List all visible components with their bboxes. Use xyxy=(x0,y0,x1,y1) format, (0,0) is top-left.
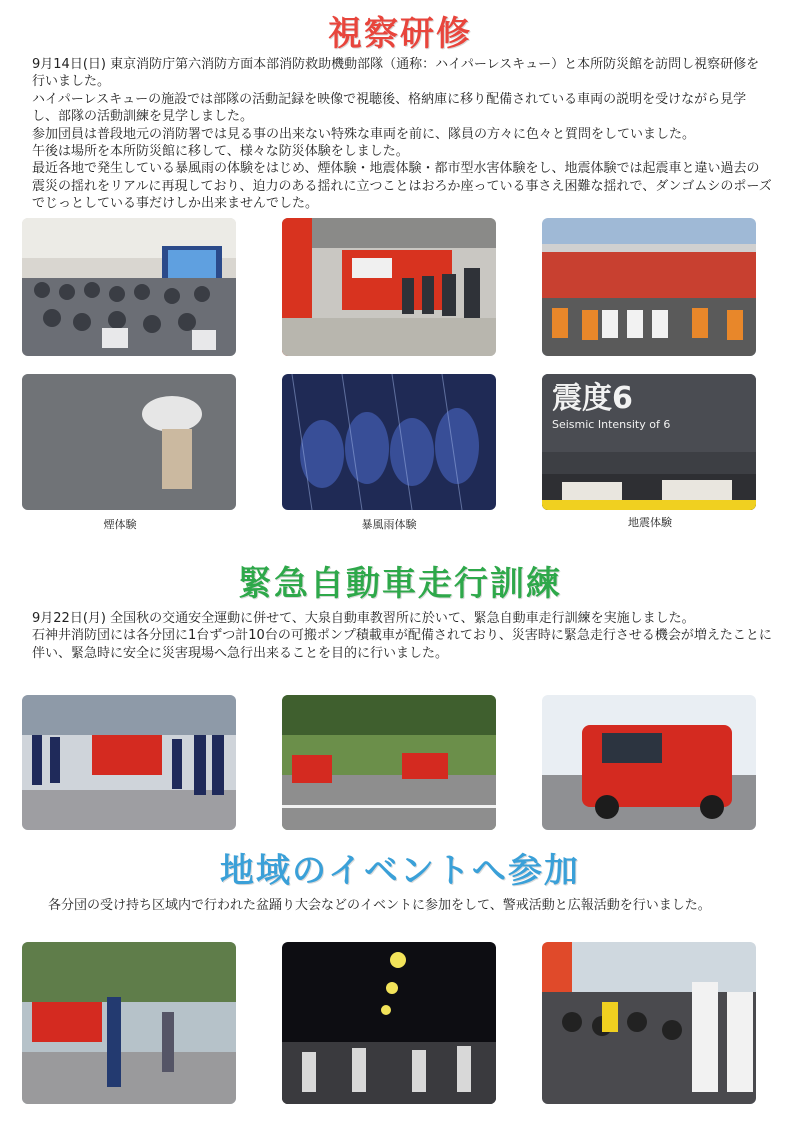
section-title-driving-training: 緊急自動車走行訓練 xyxy=(238,564,562,604)
photo-group-photo xyxy=(542,218,756,356)
photo-driving-briefing xyxy=(22,695,236,830)
events-paragraph: 各分団の受け持ち区域内で行われた盆踊り大会などのイベントに参加をして、警戒活動と広報活動を行いました。 xyxy=(48,898,711,913)
photo-event-patrol xyxy=(22,942,236,1104)
inspection-paragraph: 最近各地で発生している暴風雨の体験をはじめ、煙体験・地震体験・都市型水害体験をし、地震体験では起震車と違い過去の震災の揺れをリアルに再現しており、迫力のある揺れに立つことはおろか座っている事さえ困難な揺れで、ダンゴムシのポーズでじっとしている事だけしか出来ませんでした。 xyxy=(32,161,772,212)
photo-earthquake-experience xyxy=(542,374,756,510)
driving-training-text xyxy=(32,610,772,662)
photo-smoke-experience xyxy=(22,374,236,510)
driving-paragraph: 石神井消防団には各分団に1台ずつ計10台の可搬ポンプ積載車が配備されており、災害時に緊急走行させる機会が増えたことに伴い、緊急時に安全に災害現場へ急行出来ることを目的に行いました。 xyxy=(32,628,772,661)
caption-earthquake: 地震体験 xyxy=(628,516,672,529)
section-title-local-events: 地域のイベントへ参加 xyxy=(220,851,580,891)
caption-storm: 暴風雨体験 xyxy=(361,518,417,531)
inspection-paragraph: 参加団員は普段地元の消防署では見る事の出来ない特殊な車両を前に、隊員の方々に色々と質問をしていました。 xyxy=(32,126,696,142)
photo-hangar-vehicles xyxy=(282,218,496,356)
photo-driving-course xyxy=(282,695,496,830)
section-title-inspection: 視察研修 xyxy=(328,14,472,54)
photo-event-crowd xyxy=(542,942,756,1104)
photo-storm-experience xyxy=(282,374,496,510)
inspection-paragraph: 9月14日(日) 東京消防庁第六消防方面本部消防救助機動部隊（通称：ハイパーレスキュー）と本所防災館を訪問し視察研修を行いました。 xyxy=(32,57,760,90)
caption-smoke: 煙体験 xyxy=(103,518,137,531)
seismic-sign-text: 震度6 xyxy=(552,381,633,416)
photo-pump-vehicle xyxy=(542,695,756,830)
photo-bon-odori-night xyxy=(282,942,496,1104)
driving-paragraph: 9月22日(月) 全国秋の交通安全運動に併せて、大泉自動車教習所に於いて、緊急自動車走行訓練を実施しました。 xyxy=(32,611,695,626)
inspection-paragraph: 午後は場所を本所防災館に移して、様々な防災体験をしました。 xyxy=(32,144,409,160)
inspection-text xyxy=(32,56,772,213)
inspection-paragraph: ハイパーレスキューの施設では部隊の活動記録を映像で視聴後、格納庫に移り配備されている車両の説明を受けながら見学し、部隊の活動訓練を見学しました。 xyxy=(32,91,747,125)
local-events-text xyxy=(48,897,768,914)
seismic-sign-subtext: Seismic Intensity of 6 xyxy=(552,418,671,431)
photo-video-viewing xyxy=(22,218,236,356)
